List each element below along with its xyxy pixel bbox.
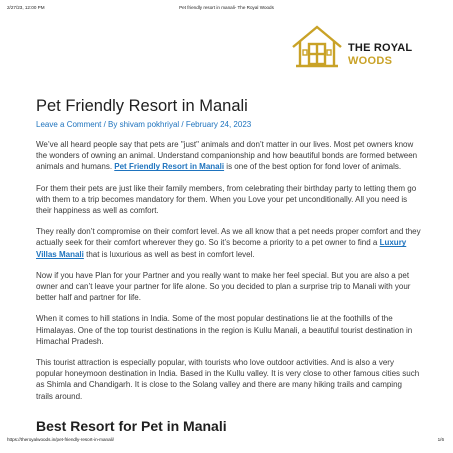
- article-meta[interactable]: Leave a Comment / By shivam pokhriyal / February 24, 2023: [36, 120, 252, 129]
- print-datetime: 2/27/23, 12:00 PM: [7, 5, 45, 10]
- print-header: [0, 5, 453, 14]
- paragraph-3-text-a: They really don’t compromise on their comfort level. As we all know that a pet needs proper comfort and they actually seek for their comfort wherever they go. So it’s become a priority to a pet owner to find a: [36, 227, 421, 248]
- logo-text-line1: THE ROYAL: [348, 42, 413, 54]
- paragraph-5: When it comes to hill stations in India. Some of the most popular destinations lie at the foothills of the Himalayas. One of the top tourist destinations in the region is Kullu Manali, a beautiful tourist destination in Himachal Pradesh.: [36, 314, 413, 346]
- article: [36, 96, 421, 435]
- section-heading: Best Resort for Pet in Manali: [36, 417, 227, 434]
- article-title: Pet Friendly Resort in Manali: [36, 97, 248, 115]
- pet-friendly-resort-link[interactable]: Pet Friendly Resort in Manali: [114, 162, 225, 172]
- print-url: https://theroyalwoods.in/pet-friendly-resort-in-manali/: [7, 437, 114, 442]
- luxury-villas-link[interactable]: Luxury Villas Manali: [36, 238, 407, 259]
- paragraph-6: This tourist attraction is especially popular, with tourists who love outdoor activities. And is also a very popular honeymoon destination in India. Based in the Kullu valley. It is very close to other famous cities such as Shimla and Chandigarh. It is close to the Solang valley and there are many hiking trails and camping trails around.: [36, 358, 420, 401]
- paragraph-1-text-b: is one of the best option for fond lover of animals.: [224, 162, 402, 172]
- site-logo[interactable]: [287, 20, 435, 80]
- paragraph-1: [36, 139, 421, 173]
- print-footer: [0, 437, 453, 446]
- paragraph-4: Now if you have Plan for your Partner and you really want to make her feel special. But you are also a pet owner and can’t leave your partner for life alone. So you decided to plan a surprise trip to Manali with your better half and partner for life.: [36, 270, 411, 303]
- paragraph-3-text-b: that is luxurious as well as best in comfort level.: [83, 249, 255, 259]
- house-logo-icon: [287, 20, 347, 80]
- logo-text-line2: WOODS: [348, 55, 393, 67]
- paragraph-1-text-a: We’ve all heard people say that pets are "just" animals and don’t matter in our lives. Most pet owners know the wonders of owning an animal. Understand companionship and how beautiful bonds are formed between animals and humans.: [36, 140, 418, 172]
- print-page-title: Pet friendly resort in manali- The Royal Woods: [179, 5, 274, 10]
- paragraph-3: [36, 226, 421, 260]
- paragraph-2: For them their pets are just like their family members, from celebrating their birthday party to letting them go with them to a trip becomes mandatory for them. When you Love your pet unconditionally. All you need is their happiness as well as comfort.: [36, 183, 417, 216]
- print-page-number: 1/6: [437, 437, 444, 442]
